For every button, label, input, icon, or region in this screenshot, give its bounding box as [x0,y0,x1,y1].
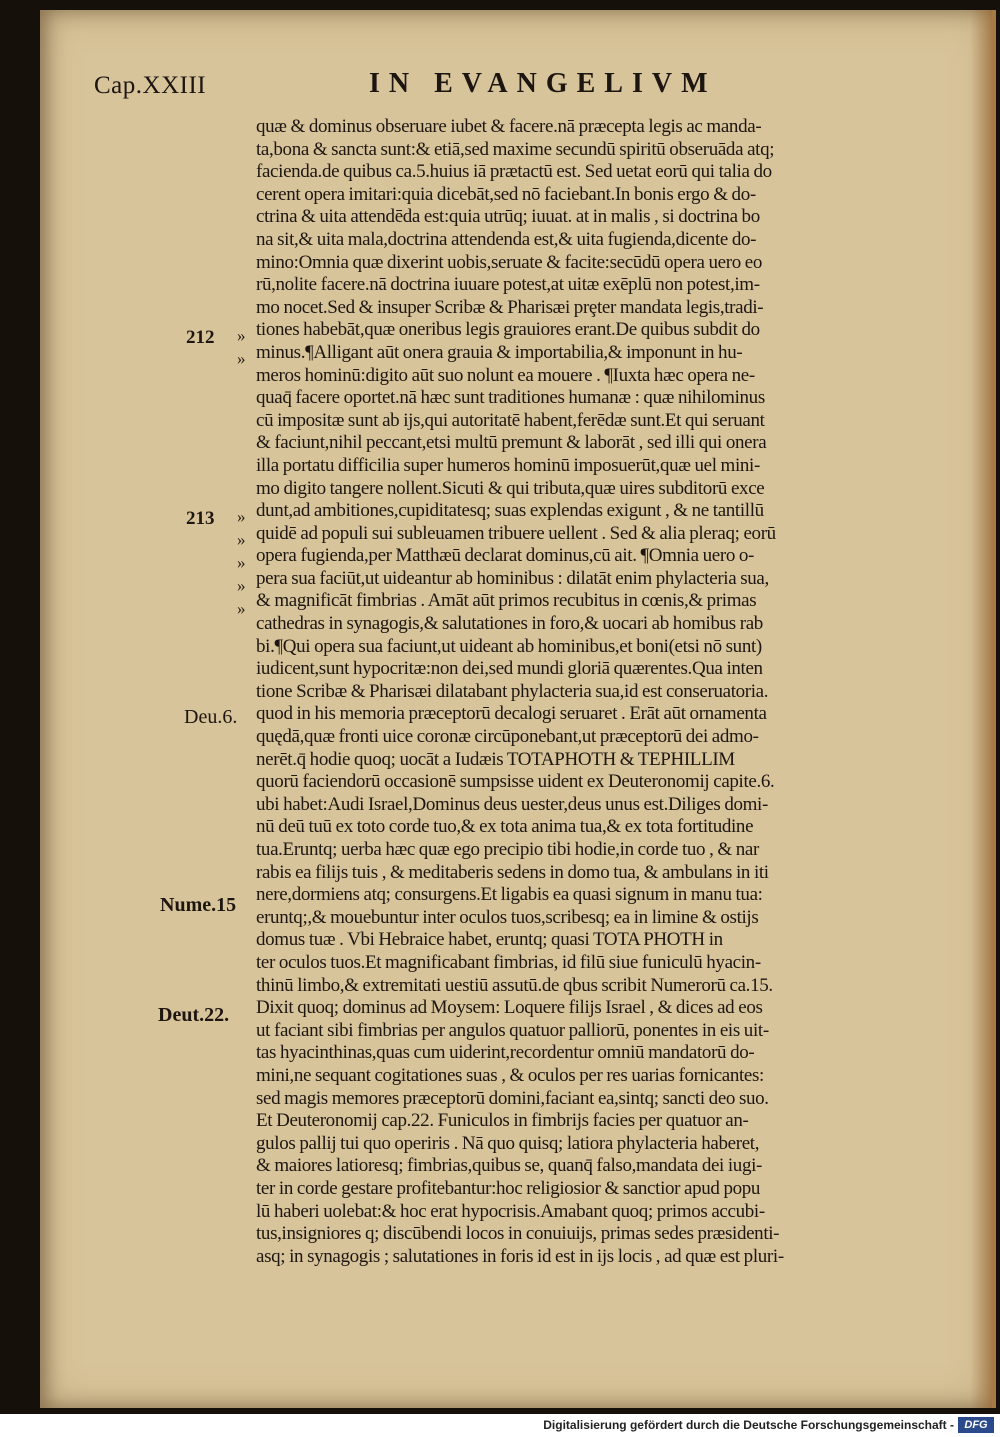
text-line: rabis ea filijs tuis , & meditaberis sedens in domo tua, & ambulans in iti [256,861,769,883]
quote-mark: » [237,530,244,549]
dfg-logo-icon: DFG [958,1417,994,1433]
text-line: dunt,ad ambitiones,cupiditatesq; suas explendas exigunt , & ne tantillū [256,500,764,522]
chapter-label: Cap.XXIII [94,72,207,99]
text-line: cathedras in synagogis,& salutationes in foro,& uocari ab homibus rab [256,613,763,635]
margin-note-deut22: Deut.22. [158,1004,230,1026]
margin-note-212: 212 [186,327,215,348]
text-line: Dixit quoq; dominus ad Moysem: Loquere filijs Israel , & dices ad eos [256,997,763,1019]
margin-note-nume15: Nume.15 [160,894,237,916]
text-line: quod in his memoria præceptorū decalogi seruaret . Erāt aūt ornamenta [256,703,767,725]
text-line: ter in corde gestare profitebantur:hoc religiosior & sanctior apud popu [256,1177,761,1199]
text-line: eruntq;,& mouebuntur inter oculos tuos,scribesq; ea in limine & ostijs [256,906,759,928]
text-line: gulos pallij tui quo operiris . Nā quo quisq; latiora phylacteria haberet, [256,1132,760,1154]
margin-note-deu6: Deu.6. [184,706,238,728]
funding-credit: Digitalisierung gefördert durch die Deutsche Forschungsgemeinschaft - [543,1418,954,1432]
text-line: tus,insigniores q; discūbendi locos in conuiuijs, primas sedes præsidenti- [256,1223,780,1245]
footer-bar [0,1414,1000,1437]
quote-mark: » [237,349,244,368]
margin-note-213: 213 [186,508,215,529]
quote-mark: » [237,326,244,345]
running-title: IN EVANGELIVM [369,68,717,99]
text-line: & maiores latioresq; fimbrias,quibus se, quanq̄ falso,mandata dei iugi- [256,1155,763,1177]
quote-mark: » [237,576,244,595]
text-line: cū impositæ sunt ab ijs,qui autoritatē habent,ferēdæ sunt.Et qui seruant [256,409,765,431]
text-line: rū,nolite facere.nā doctrina iuuare potest,at uitæ exēplū non potest,im- [256,274,760,296]
text-line: Et Deuteronomij cap.22. Funiculos in fimbrijs facies per quatuor an- [256,1110,749,1132]
running-head [94,68,820,108]
text-line: pera sua faciūt,ut uideantur ab hominibus : dilatāt enim phylacteria sua, [256,567,769,589]
text-line: na sit,& uita mala,doctrina attendenda est,& uita fugienda,dicente do- [256,228,757,250]
text-line: bi.¶Qui opera sua faciunt,ut uideant ab hominibus,et boni(etsi nō sunt) [256,635,762,657]
text-line: facienda.de quibus ca.5.huius iā prætactū est. Sed uetat eorū qui talia do [256,161,772,183]
quote-mark: » [237,553,244,572]
text-line: quidē ad populi sui subleuamen tribuere uellent . Sed & alia pleraq; eorū [256,522,776,544]
text-line: thinū limbo,& extremitati uestiū assutū.de qbus scribit Numerorū ca.15. [256,974,773,996]
text-line: mo digito tangere nollent.Sicuti & qui tributa,quæ uires subditorū exce [256,477,765,499]
text-line: mino:Omnia quæ dixerint uobis,seruate & facite:secūdū opera uero eo [256,251,762,273]
text-line: quæ & dominus obseruare iubet & facere.nā præcepta legis ac manda- [256,116,762,137]
text-line: iudicent,sunt hypocritæ:non dei,sed mundi gloriā quærentes.Qua inten [256,658,763,680]
quote-mark: » [237,599,244,618]
quote-mark: » [237,507,244,526]
text-line: illa portatu difficilia super humeros hominū imposuerūt,quæ uel mini- [256,454,760,476]
text-line: quorū faciendorū occasionē sumpsisse uident ex Deuteronomij capite.6. [256,771,775,793]
text-line: tas hyacinthinas,quas cum uiderint,recordentur omniū mandatorū do- [256,1042,755,1064]
text-line: meros hominū:digito aūt suo nolunt ea mouere . ¶Iuxta hæc opera ne- [256,364,755,386]
text-line: quaq̄ facere oportet.nā hæc sunt traditiones humanæ : quæ nihilominus [256,387,765,409]
text-line: lū haberi uolebat:& hoc erat hypocrisis.Amabant quoq; primos accubi- [256,1200,765,1222]
text-line: domus tuæ . Vbi Hebraice habet, eruntq; quasi TOTA PHOTH in [256,929,723,951]
text-line: nere,dormiens atq; consurgens.Et ligabis ea quasi signum in manu tua: [256,884,763,906]
text-line: quędā,quæ fronti uice coronæ circūponebant,ut præceptorū dei admo- [256,726,759,748]
text-line: tiones habebāt,quæ oneribus legis grauiores erant.De quibus subdit do [256,319,760,341]
text-line: nū deū tuū ex toto corde tuo,& ex tota anima tua,& ex tota fortitudine [256,816,754,838]
text-line: ta,bona & sancta sunt:& etiā,sed maxime secundū spiritū obseruāda atq; [256,138,775,160]
text-line: ubi habet:Audi Israel,Dominus deus uester,deus unus est.Diliges domi- [256,793,768,815]
text-line: ctrina & uita attendēda est:quia utrūq; iuuat. at in malis , si doctrina bo [256,206,760,228]
body-text [256,116,956,1268]
text-line: mo nocet.Sed & insuper Scribæ & Pharisæi prȩter mandata legis,tradi- [256,296,764,318]
text-line: opera fugienda,per Matthæū declarat dominus,cū ait. ¶Omnia uero o- [256,545,755,567]
text-line: sed magis memores præceptorū domini,faciant ea,sintq; sancti deo suo. [256,1087,769,1109]
text-line: & faciunt,nihil peccant,etsi multū premunt & laborāt , sed illi qui onera [256,432,767,454]
text-line: asq; in synagogis ; salutationes in foris id est in ijs locis , ad quæ est pluri- [256,1245,784,1267]
text-line: ter oculos tuos.Et magnificabant fimbrias, id filū siue funiculū hyacin- [256,951,761,973]
text-line: mini,ne sequant cogitationes suas , & oculos per res uarias fornicantes: [256,1064,764,1086]
text-line: minus.¶Alligant aūt onera grauia & importabilia,& imponunt in hu- [256,341,743,363]
text-line: & magnificāt fimbrias . Amāt aūt primos recubitus in cœnis,& primas [256,590,757,612]
text-line: ut faciant sibi fimbrias per angulos quatuor palliorū, ponentes in eis uit- [256,1019,769,1041]
text-line: cerent opera imitari:quia dicebāt,sed nō faciebant.In bonis ergo & do- [256,183,756,205]
text-line: nerēt.q̄ hodie quoq; uocāt a Iudæis TOTAPHOTH & TEPHILLIM [256,748,735,770]
text-line: tua.Eruntq; uerba hæc quæ ego precipio tibi hodie,in corde tuo , & nar [256,839,759,860]
text-line: tione Scribæ & Pharisæi dilatabant phylacteria sua,id est conseruatoria. [256,680,769,702]
